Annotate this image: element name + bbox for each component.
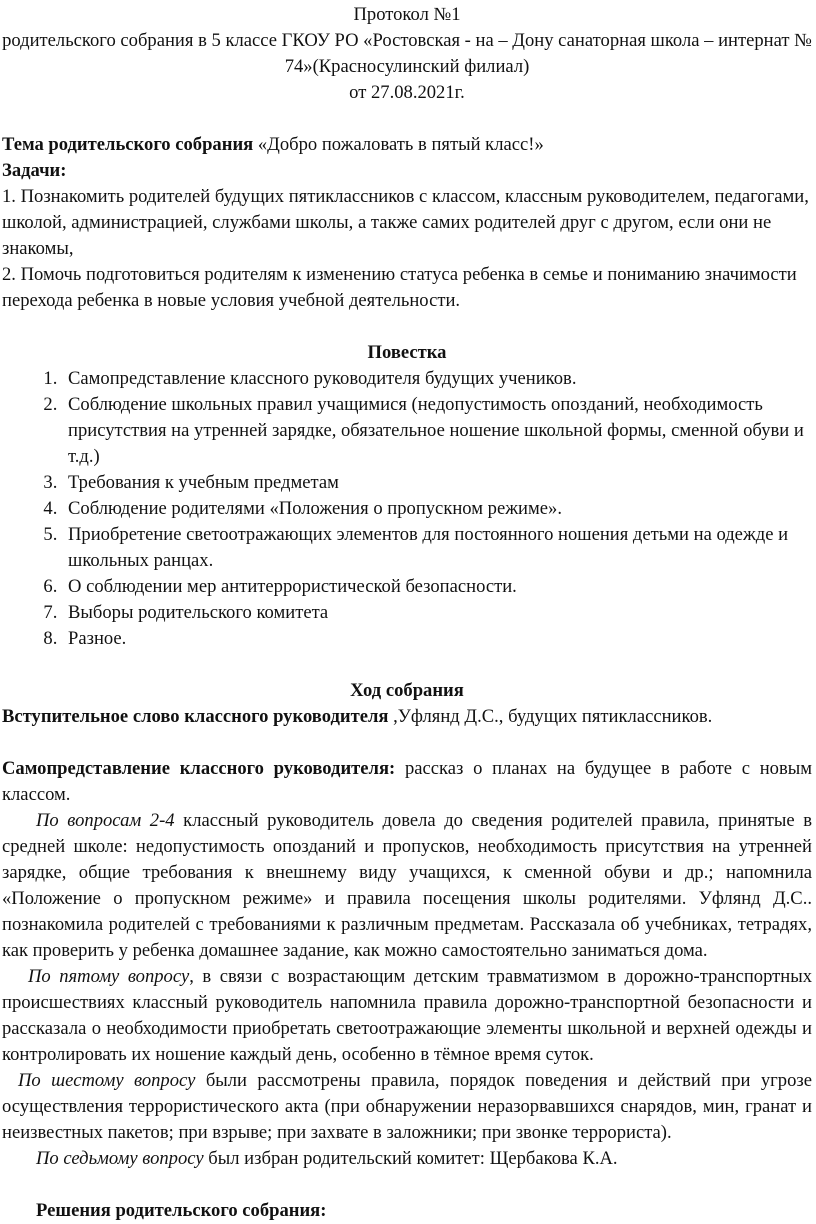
self-presentation-label: Самопредставление классного руководителя: (2, 758, 396, 779)
self-presentation-text: рассказ о планах на будущее в работе с новым классом. (2, 758, 812, 805)
protocol-title: Протокол №1 (353, 4, 461, 25)
spacer (2, 730, 812, 756)
proceedings-heading: Ход собрания (350, 680, 464, 701)
question-6-lead: По шестому вопросу (18, 1070, 196, 1091)
questions-2-4-paragraph (2, 808, 812, 964)
intro-text: ,Уфлянд Д.С., будущих пятиклассников. (388, 706, 713, 727)
protocol-subtitle: родительского собрания в 5 классе ГКОУ РО «Ростовская - на – Дону санаторная школа – интернат № 74»(Красносулинский филиал) (2, 30, 812, 77)
spacer (2, 1172, 812, 1198)
questions-2-4-text: классный руководитель довела до сведения родителей правила, принятые в средней школе: недопустимость опозданий и пропусков, необходимость присутствия на утренней зарядке, общие требования к внешнему виду учащихся, к сменной обуви и др.; напомнила «Положение о пропускном режиме» и правила посещения школы родителями. Уфлянд Д.С.. познакомила родителей с требованиями к различным предметам. Рассказала об учебниках, тетрадях, как проверить у ребенка домашнее задание, как можно самостоятельно заниматься дома. (2, 810, 812, 961)
agenda-item: 3. Требования к учебным предметам (62, 470, 812, 496)
questions-2-4-lead: По вопросам 2-4 (36, 810, 175, 831)
agenda-item: 2. Соблюдение школьных правил учащимися (недопустимость опозданий, необходимость присутствия на утренней зарядке, обязательное ношение школьной формы, сменной обуви и т.д.) (62, 392, 812, 470)
tasks-heading: Задачи: (2, 160, 67, 181)
agenda-item: 5. Приобретение светоотражающих элементов для постоянного ношения детьми на одежде и школьных ранцах. (62, 522, 812, 574)
spacer (2, 106, 812, 132)
question-7-text: был избран родительский комитет: Щербакова К.А. (203, 1148, 618, 1169)
topic-label: Тема родительского собрания (2, 134, 254, 155)
topic-value: «Добро пожаловать в пятый класс!» (253, 134, 544, 155)
intro-paragraph (2, 704, 812, 730)
decisions-heading: Решения родительского собрания: (36, 1200, 327, 1221)
agenda-item: 4. Соблюдение родителями «Положения о пропускном режиме». (62, 496, 812, 522)
spacer (2, 314, 812, 340)
agenda-list (2, 366, 812, 652)
agenda-heading: Повестка (367, 342, 447, 363)
protocol-date: от 27.08.2021г. (349, 82, 465, 103)
question-7-lead: По седьмому вопросу (36, 1148, 204, 1169)
spacer (2, 652, 812, 678)
intro-label: Вступительное слово классного руководителя (2, 706, 389, 727)
self-presentation-paragraph (2, 756, 812, 808)
question-6-paragraph (2, 1068, 812, 1146)
question-5-paragraph (2, 964, 812, 1068)
meeting-topic (2, 132, 812, 158)
task-item-1: 1. Познакомить родителей будущих пятиклассников с классом, классным руководителем, педагогами, школой, администрацией, службами школы, а также самих родителей друг с другом, если они не знакомы, (2, 186, 809, 259)
question-5-text: , в связи с возрастающим детским травматизмом в дорожно-транспортных происшествиях классный руководитель напомнила правила дорожно-транспортной безопасности и рассказала о необходимости приобретать светоотражающие элементы школьной и верхней одежды и контролировать их ношение каждый день, особенно в тёмное время суток. (2, 966, 812, 1065)
question-7-paragraph (2, 1146, 812, 1172)
question-5-lead: По пятому вопросу (28, 966, 190, 987)
agenda-item: 6. О соблюдении мер антитеррористической безопасности. (62, 574, 812, 600)
agenda-item: 7. Выборы родительского комитета (62, 600, 812, 626)
agenda-item: 1. Самопредставление классного руководителя будущих учеников. (62, 366, 812, 392)
task-item-2: 2. Помочь подготовиться родителям к изменению статуса ребенка в семье и пониманию значимости перехода ребенка в новые условия учебной деятельности. (2, 264, 797, 311)
agenda-item: 8. Разное. (62, 626, 812, 652)
question-6-text: были рассмотрены правила, порядок поведения и действий при угрозе осуществления террористического акта (при обнаружении неразорвавшихся снарядов, мин, гранат и неизвестных пакетов; при взрыве; при захвате в заложники; при звонке террориста). (2, 1070, 812, 1143)
